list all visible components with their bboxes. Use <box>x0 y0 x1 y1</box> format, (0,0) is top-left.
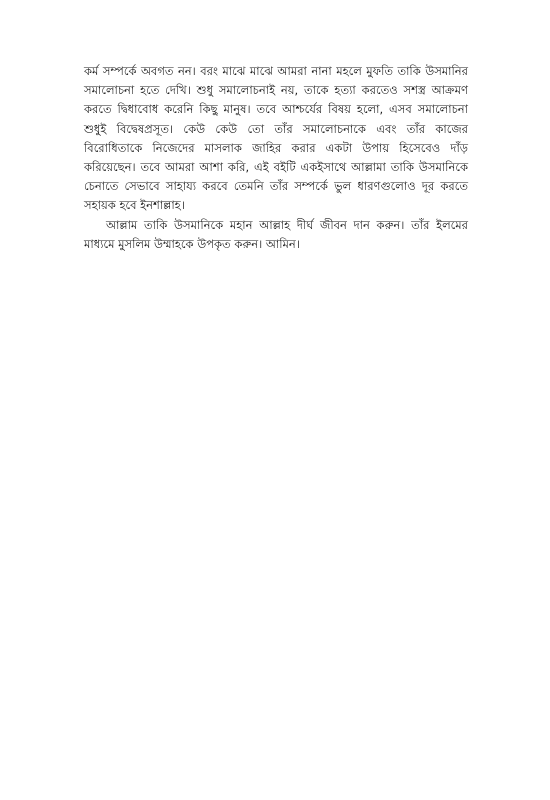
paragraph-2: আল্লাম তাকি উসমানিকে মহান আল্লাহ দীর্ঘ জীবন দান করুন। তাঁর ইলমের মাধ্যমে মুসলিম উম্মাহকে উপকৃত করুন। আমিন। <box>84 217 468 251</box>
paragraph-1: কর্ম সম্পর্কে অবগত নন। বরং মাঝে মাঝে আমরা নানা মহলে মুফতি তাকি উসমানির সমালোচনা হতে দেখি। শুধু সমালোচনাই নয়, তাকে হত্যা করতেও সশস্ত্র আক্রমণ করতে দ্বিধাবোধ করেনি কিছু মানুষ। তবে আশ্চর্যের বিষয় হলো, এসব সমালোচনা শুধুই বিদ্বেষপ্রসূত। কেউ কেউ তো তাঁর সমালোচনাকে এবং তাঁর কাজের বিরোধিতাকে নিজেদের মাসলাক জাহির করার একটা উপায় হিসেবেও দাঁড় করিয়েছেন। তবে আমরা আশা করি, এই বইটি একইসাথে আল্লামা তাকি উসমানিকে চেনাতে সেভাবে সাহায্য করবে তেমনি তাঁর সম্পর্কে ভুল ধারণগুলোও দূর করতে সহায়ক হবে ইনশাল্লাহ। <box>84 64 468 213</box>
body-text <box>84 62 468 254</box>
